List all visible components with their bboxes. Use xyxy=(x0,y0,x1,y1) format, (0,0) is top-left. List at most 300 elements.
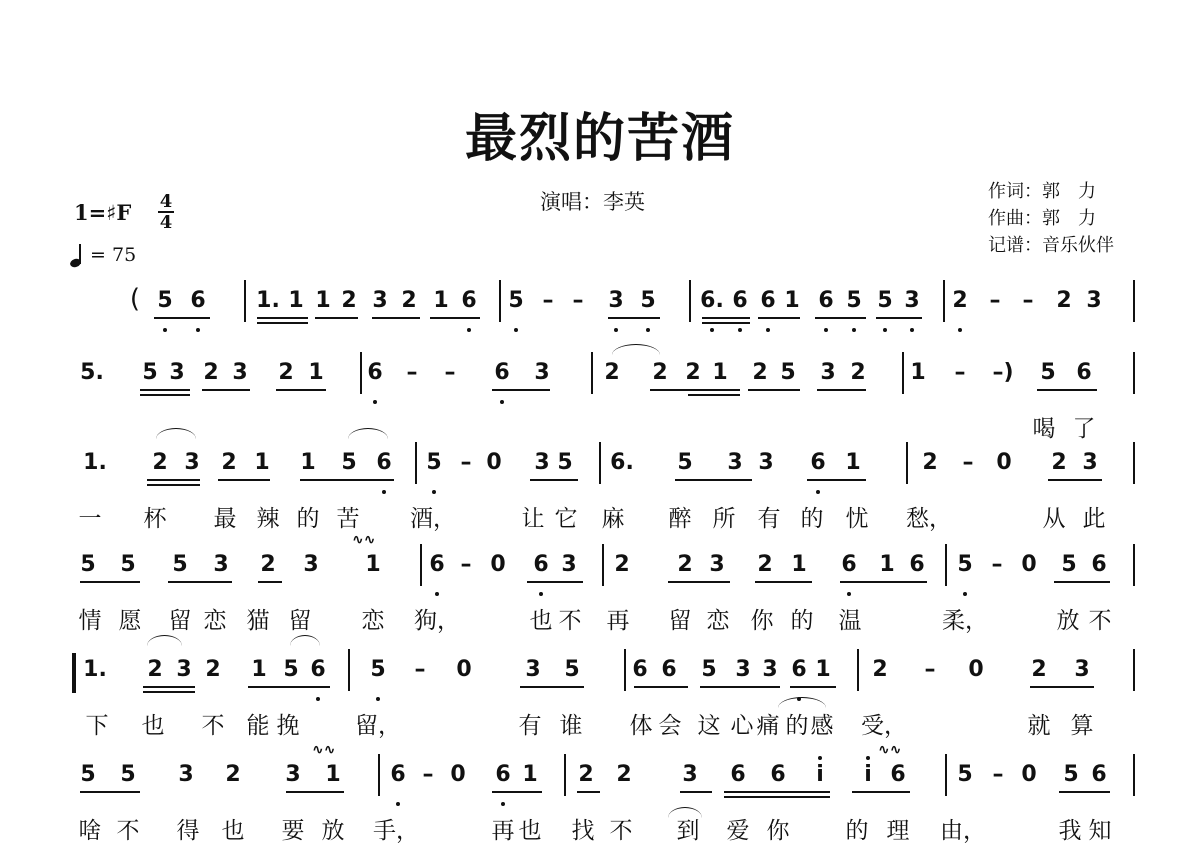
octave-dot-below xyxy=(432,490,436,494)
lyric-syllable: 谁 xyxy=(559,713,583,739)
jianpu-note: 6 xyxy=(533,552,549,577)
jianpu-note: – xyxy=(572,288,584,313)
lyric-syllable: 算 xyxy=(1070,713,1094,739)
lyric-syllable: 放 xyxy=(1056,608,1080,634)
jianpu-note: – xyxy=(422,762,434,787)
beam-underline xyxy=(724,796,830,798)
beam-underline xyxy=(650,389,740,391)
jianpu-note: 2 xyxy=(1051,450,1067,475)
lyric-syllable: 不 xyxy=(116,818,140,844)
jianpu-note: 1 xyxy=(433,288,449,313)
lyric-syllable: 痛 xyxy=(756,713,780,739)
beam-underline xyxy=(520,686,584,688)
lyric-syllable: 感 xyxy=(810,713,834,739)
beam-underline xyxy=(1054,581,1110,583)
lyric-syllable: 你 xyxy=(750,608,774,634)
bar-line xyxy=(943,280,945,322)
tempo-marking xyxy=(70,244,136,267)
jianpu-note: 6 xyxy=(909,552,925,577)
jianpu-note: 3 xyxy=(1082,450,1098,475)
jianpu-note: – xyxy=(444,360,456,385)
lyric-syllable: 理 xyxy=(886,818,910,844)
jianpu-note: 5 xyxy=(341,450,357,475)
jianpu-note: 0 xyxy=(1021,552,1037,577)
octave-dot-below xyxy=(614,328,618,332)
jianpu-note: 3 xyxy=(820,360,836,385)
jianpu-note: 3 xyxy=(735,657,751,682)
lyric-syllable: 不 xyxy=(201,713,225,739)
jianpu-note: 6 xyxy=(730,762,746,787)
jianpu-note: 2 xyxy=(685,360,701,385)
lyric-syllable: 了 xyxy=(1072,416,1096,442)
bar-line xyxy=(1133,544,1135,586)
jianpu-note: – xyxy=(460,552,472,577)
lyric-syllable: 杯 xyxy=(143,506,167,532)
lyric-syllable: 你 xyxy=(766,818,790,844)
bar-line xyxy=(624,649,626,691)
lyric-syllable: 苦 xyxy=(336,506,360,532)
jianpu-note: 2 xyxy=(147,657,163,682)
bar-line xyxy=(1133,754,1135,796)
jianpu-note: 3 xyxy=(534,360,550,385)
bar-line xyxy=(244,280,246,322)
jianpu-note: 2 xyxy=(152,450,168,475)
lyric-syllable: 到 xyxy=(676,818,700,844)
beam-underline xyxy=(1037,389,1097,391)
jianpu-note: 0 xyxy=(968,657,984,682)
jianpu-note: – xyxy=(924,657,936,682)
lyric-syllable: 温 xyxy=(838,608,862,634)
lyric-syllable: 的 xyxy=(800,506,824,532)
jianpu-note: 6 xyxy=(190,288,206,313)
jianpu-note: 6. xyxy=(610,450,634,475)
lyric-syllable: 的 xyxy=(790,608,814,634)
jianpu-note: 3 xyxy=(682,762,698,787)
jianpu-note: 5 xyxy=(80,762,96,787)
jianpu-note: 5 xyxy=(370,657,386,682)
jianpu-note: 2 xyxy=(205,657,221,682)
jianpu-note: 2 xyxy=(401,288,417,313)
jianpu-note: 3 xyxy=(372,288,388,313)
lyric-syllable: 一 xyxy=(78,506,102,532)
lyric-syllable: 得 xyxy=(176,818,200,844)
trill-ornament-icon: ∿∿ xyxy=(352,532,376,548)
lyric-syllable: 让 xyxy=(521,506,545,532)
jianpu-note: 3 xyxy=(285,762,301,787)
octave-dot-below xyxy=(163,328,167,332)
jianpu-note: 2 xyxy=(578,762,594,787)
jianpu-note: 0 xyxy=(456,657,472,682)
lyric-syllable: 留 xyxy=(168,608,192,634)
jianpu-note: 5 xyxy=(701,657,717,682)
lyric-syllable: 麻 xyxy=(601,506,625,532)
lyric-syllable: 我 xyxy=(1058,818,1082,844)
beam-underline xyxy=(140,389,190,391)
beam-underline xyxy=(608,317,660,319)
lyric-syllable: 有 xyxy=(518,713,542,739)
jianpu-note: 2 xyxy=(221,450,237,475)
octave-dot-below xyxy=(539,592,543,596)
composer-credit: 作曲：郭 力 xyxy=(988,208,1096,229)
bar-line xyxy=(857,649,859,691)
beam-underline xyxy=(257,322,308,324)
bar-line xyxy=(564,754,566,796)
octave-dot-below xyxy=(646,328,650,332)
jianpu-note: – xyxy=(954,360,966,385)
octave-dot-below xyxy=(766,328,770,332)
time-signature-top: 4 xyxy=(159,191,173,212)
jianpu-note: 6 xyxy=(310,657,326,682)
jianpu-note: i xyxy=(816,762,824,787)
bar-line xyxy=(945,544,947,586)
beam-underline xyxy=(147,479,200,481)
jianpu-note: 5 xyxy=(508,288,524,313)
jianpu-note: 3 xyxy=(184,450,200,475)
jianpu-note: 2 xyxy=(614,552,630,577)
beam-underline xyxy=(675,479,752,481)
lyric-syllable: 不 xyxy=(609,818,633,844)
lyric-syllable: 忧 xyxy=(845,506,869,532)
beam-underline xyxy=(492,791,542,793)
jianpu-note: 3 xyxy=(178,762,194,787)
lyric-syllable: 愁， xyxy=(906,506,952,532)
lyric-syllable: 不 xyxy=(1088,608,1112,634)
lyric-syllable: 留， xyxy=(355,713,401,739)
bar-line xyxy=(360,352,362,394)
beam-underline xyxy=(530,479,578,481)
beam-underline xyxy=(755,581,812,583)
beam-underline xyxy=(702,322,750,324)
beam-underline xyxy=(700,686,780,688)
octave-dot-below xyxy=(883,328,887,332)
jianpu-note: 1 xyxy=(910,360,926,385)
lyric-syllable: 最 xyxy=(213,506,237,532)
jianpu-note: 6. xyxy=(700,288,724,313)
jianpu-note: 2 xyxy=(850,360,866,385)
octave-dot-below xyxy=(467,328,471,332)
beam-underline xyxy=(248,686,330,688)
octave-dot-below xyxy=(396,802,400,806)
bar-line xyxy=(348,649,350,691)
jianpu-note: 3 xyxy=(176,657,192,682)
lyric-syllable: 有 xyxy=(757,506,781,532)
jianpu-note: 1 xyxy=(325,762,341,787)
tempo-value: = 75 xyxy=(90,244,137,266)
beam-underline xyxy=(80,791,140,793)
jianpu-note: 5 xyxy=(283,657,299,682)
jianpu-note: 3 xyxy=(561,552,577,577)
lyric-syllable: 受， xyxy=(861,713,907,739)
jianpu-note: 3 xyxy=(1074,657,1090,682)
jianpu-note: – xyxy=(989,288,1001,313)
beam-underline xyxy=(852,791,910,793)
jianpu-note: 5 xyxy=(557,450,573,475)
beam-underline xyxy=(815,317,866,319)
bar-line xyxy=(591,352,593,394)
jianpu-note: 6 xyxy=(810,450,826,475)
jianpu-note: 2 xyxy=(922,450,938,475)
beam-underline xyxy=(492,389,550,391)
lyric-syllable: 会 xyxy=(658,713,682,739)
lyric-syllable: 辣 xyxy=(256,506,280,532)
beam-underline xyxy=(527,581,583,583)
jianpu-note: 3 xyxy=(904,288,920,313)
octave-dot-below xyxy=(958,328,962,332)
jianpu-note: 1 xyxy=(791,552,807,577)
lyric-syllable: 爱 xyxy=(726,818,750,844)
jianpu-note: 6 xyxy=(461,288,477,313)
beam-underline xyxy=(258,581,282,583)
lyric-syllable: 柔， xyxy=(942,608,988,634)
beam-underline xyxy=(218,479,270,481)
octave-dot-below xyxy=(852,328,856,332)
lyric-syllable: 再 xyxy=(606,608,630,634)
jianpu-note: 5 xyxy=(120,762,136,787)
jianpu-note: 6 xyxy=(760,288,776,313)
jianpu-note: 1 xyxy=(522,762,538,787)
jianpu-note: 3 xyxy=(303,552,319,577)
lyricist-credit: 作词：郭 力 xyxy=(988,181,1096,202)
transcriber-credit: 记谱：音乐伙伴 xyxy=(988,235,1114,256)
lyric-syllable: 也 xyxy=(529,608,553,634)
jianpu-note: 3 xyxy=(213,552,229,577)
time-signature-bottom: 4 xyxy=(159,212,173,233)
beam-underline xyxy=(80,581,140,583)
lyric-syllable: 留 xyxy=(668,608,692,634)
beam-underline xyxy=(790,686,836,688)
octave-dot-below xyxy=(910,328,914,332)
jianpu-note: 6 xyxy=(376,450,392,475)
jianpu-note: 2 xyxy=(616,762,632,787)
jianpu-note: 3 xyxy=(534,450,550,475)
lyric-syllable: 狗， xyxy=(414,608,460,634)
bar-line xyxy=(602,544,604,586)
beam-underline xyxy=(257,317,308,319)
bar-line xyxy=(420,544,422,586)
repeat-sign xyxy=(72,653,76,693)
jianpu-note: 6 xyxy=(494,360,510,385)
jianpu-note: 5 xyxy=(426,450,442,475)
jianpu-note: 1 xyxy=(815,657,831,682)
jianpu-note: 6 xyxy=(1091,762,1107,787)
octave-dot-below xyxy=(373,400,377,404)
octave-dot-below xyxy=(376,697,380,701)
beam-underline xyxy=(1048,479,1102,481)
jianpu-note: 6 xyxy=(429,552,445,577)
lyric-syllable: 就 xyxy=(1027,713,1051,739)
beam-underline xyxy=(724,791,830,793)
octave-dot-below xyxy=(963,592,967,596)
jianpu-note: 6 xyxy=(791,657,807,682)
jianpu-note: 2 xyxy=(752,360,768,385)
jianpu-note: 1. xyxy=(83,657,107,682)
bar-line xyxy=(415,442,417,484)
jianpu-note: 5 xyxy=(80,552,96,577)
jianpu-note: 1 xyxy=(300,450,316,475)
jianpu-note: – xyxy=(414,657,426,682)
octave-dot-below xyxy=(816,490,820,494)
lyric-syllable: 手， xyxy=(373,818,419,844)
beam-underline xyxy=(143,686,195,688)
jianpu-note: 5. xyxy=(80,360,104,385)
bar-line xyxy=(1133,352,1135,394)
lyric-syllable: 留 xyxy=(288,608,312,634)
bar-line xyxy=(1133,649,1135,691)
jianpu-note: 1 xyxy=(784,288,800,313)
jianpu-note: – xyxy=(1022,288,1034,313)
credits-block xyxy=(988,178,1114,259)
lyric-syllable: 这 xyxy=(697,713,721,739)
lyric-syllable: 恋 xyxy=(203,608,227,634)
jianpu-note: 6 xyxy=(818,288,834,313)
jianpu-note: 1 xyxy=(288,288,304,313)
lyric-syllable: 找 xyxy=(571,818,595,844)
lyric-syllable: 由， xyxy=(940,818,986,844)
jianpu-note: 1 xyxy=(879,552,895,577)
jianpu-note: 3 xyxy=(608,288,624,313)
jianpu-note: 6 xyxy=(841,552,857,577)
beam-underline xyxy=(634,686,688,688)
lyric-syllable: 也 xyxy=(518,818,542,844)
jianpu-note: 1 xyxy=(251,657,267,682)
jianpu-note: 6 xyxy=(732,288,748,313)
lyric-syllable: 再 xyxy=(491,818,515,844)
beam-underline xyxy=(315,317,358,319)
lyric-syllable: 所 xyxy=(712,506,736,532)
jianpu-note: 5 xyxy=(677,450,693,475)
bar-line xyxy=(945,754,947,796)
time-signature xyxy=(158,192,174,232)
beam-underline xyxy=(168,581,232,583)
jianpu-note: 0 xyxy=(1021,762,1037,787)
jianpu-note: 6 xyxy=(890,762,906,787)
lyric-syllable: 也 xyxy=(141,713,165,739)
jianpu-note: 1 xyxy=(365,552,381,577)
jianpu-note: – xyxy=(962,450,974,475)
jianpu-note: 6 xyxy=(1091,552,1107,577)
jianpu-note: 3 xyxy=(758,450,774,475)
lyric-syllable: 能 xyxy=(246,713,270,739)
jianpu-note: 2 xyxy=(652,360,668,385)
lyric-syllable: 挽 xyxy=(276,713,300,739)
jianpu-note: 3 xyxy=(1086,288,1102,313)
octave-dot-below xyxy=(514,328,518,332)
beam-underline xyxy=(430,317,480,319)
jianpu-note: 5 xyxy=(780,360,796,385)
jianpu-note: 3 xyxy=(762,657,778,682)
lyric-syllable: 下 xyxy=(85,713,109,739)
beam-underline xyxy=(1059,791,1110,793)
beam-underline xyxy=(300,479,394,481)
jianpu-note: 5 xyxy=(564,657,580,682)
jianpu-note: 0 xyxy=(996,450,1012,475)
lyric-syllable: 猫 xyxy=(246,608,270,634)
bar-line xyxy=(599,442,601,484)
lyric-syllable: 要 xyxy=(281,818,305,844)
lyric-syllable: 情 xyxy=(78,608,102,634)
jianpu-note: 5 xyxy=(1040,360,1056,385)
jianpu-note: –) xyxy=(992,360,1014,385)
jianpu-note: 2 xyxy=(260,552,276,577)
bar-line xyxy=(378,754,380,796)
lyric-syllable: 它 xyxy=(554,506,578,532)
beam-underline xyxy=(702,317,750,319)
bar-line xyxy=(499,280,501,322)
jianpu-note: i xyxy=(864,762,872,787)
beam-underline xyxy=(147,484,200,486)
lyric-syllable: 不 xyxy=(558,608,582,634)
lyric-syllable: 的 xyxy=(785,713,809,739)
lyric-syllable: 恋 xyxy=(706,608,730,634)
jianpu-note: 5 xyxy=(172,552,188,577)
jianpu-note: 2 xyxy=(952,288,968,313)
jianpu-note: 1. xyxy=(256,288,280,313)
lyric-syllable: 酒， xyxy=(410,506,456,532)
beam-underline xyxy=(817,389,866,391)
trill-ornament-icon: ∿∿ xyxy=(312,742,336,758)
bar-line xyxy=(906,442,908,484)
jianpu-note: 5 xyxy=(957,552,973,577)
beam-underline xyxy=(758,317,800,319)
jianpu-note: 6 xyxy=(495,762,511,787)
beam-underline xyxy=(202,389,250,391)
jianpu-note: 5 xyxy=(877,288,893,313)
trill-ornament-icon: ∿∿ xyxy=(878,742,902,758)
jianpu-note: 6 xyxy=(661,657,677,682)
jianpu-note: 5 xyxy=(957,762,973,787)
jianpu-note: 5 xyxy=(157,288,173,313)
jianpu-note: – xyxy=(991,552,1003,577)
jianpu-note: 0 xyxy=(490,552,506,577)
beam-underline xyxy=(143,691,195,693)
bar-line xyxy=(689,280,691,322)
lyric-row xyxy=(0,500,1200,530)
lyric-syllable: 愿 xyxy=(118,608,142,634)
lyric-syllable: 知 xyxy=(1088,818,1112,844)
song-title: 最烈的苦酒 xyxy=(464,108,735,169)
beam-underline xyxy=(276,389,326,391)
beam-underline xyxy=(577,791,600,793)
lyric-row xyxy=(0,707,1200,737)
jianpu-note: 2 xyxy=(1031,657,1047,682)
jianpu-note: 2 xyxy=(203,360,219,385)
jianpu-note: 2 xyxy=(872,657,888,682)
bar-line xyxy=(1133,442,1135,484)
lyric-syllable: 的 xyxy=(296,506,320,532)
octave-dot-below xyxy=(501,802,505,806)
lyric-syllable: 心 xyxy=(730,713,754,739)
jianpu-note: 3 xyxy=(169,360,185,385)
jianpu-note: 3 xyxy=(709,552,725,577)
jianpu-note: 0 xyxy=(450,762,466,787)
lyric-row xyxy=(0,812,1200,842)
jianpu-note: 6 xyxy=(632,657,648,682)
octave-dot-below xyxy=(738,328,742,332)
jianpu-note: 0 xyxy=(486,450,502,475)
beam-underline xyxy=(668,581,730,583)
octave-dot-below xyxy=(500,400,504,404)
jianpu-note: 2 xyxy=(225,762,241,787)
lyric-syllable: 喝 xyxy=(1032,416,1056,442)
jianpu-note: 5 xyxy=(1063,762,1079,787)
jianpu-note: 2 xyxy=(604,360,620,385)
lyric-syllable: 也 xyxy=(221,818,245,844)
jianpu-note: 2 xyxy=(278,360,294,385)
bar-line xyxy=(1133,280,1135,322)
jianpu-note: 1 xyxy=(712,360,728,385)
beam-underline xyxy=(140,394,190,396)
jianpu-note: 6 xyxy=(390,762,406,787)
